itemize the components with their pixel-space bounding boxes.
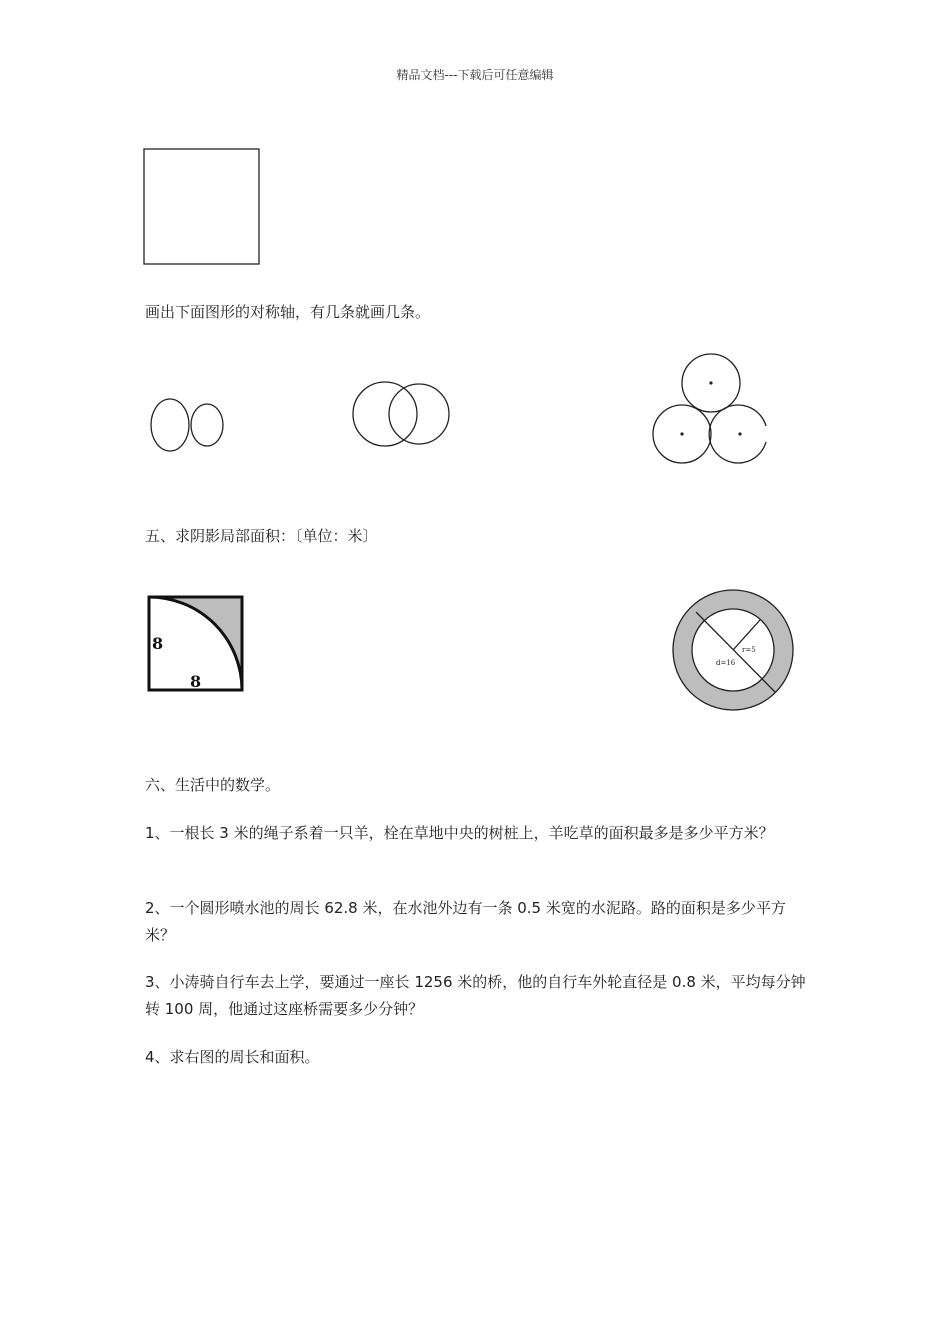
side-label-left: 8 (152, 634, 164, 653)
three-circles-figure (645, 348, 770, 470)
problem-1: 1、一根长 3 米的绳子系着一只羊，栓在草地中央的树桩上，羊吃草的面积最多是多少平方米？ (145, 824, 774, 842)
ring-shaded-figure (668, 588, 798, 718)
square-figure (140, 145, 265, 270)
quarter-circle-shaded-figure (144, 592, 249, 698)
overlapping-circles-figure (345, 375, 460, 455)
radius-label: r=5 (742, 646, 756, 654)
section6-title: 六、生活中的数学。 (145, 776, 281, 794)
two-ovals-figure (145, 392, 230, 460)
page-header: 精品文档---下载后可任意编辑 (396, 68, 554, 82)
section5-title: 五、求阴影局部面积：〔单位：米〕 (145, 527, 378, 545)
problem-4: 4、求右图的周长和面积。 (145, 1048, 320, 1066)
symmetry-instruction: 画出下面图形的对称轴，有几条就画几条。 (145, 303, 431, 321)
side-label-bottom: 8 (190, 672, 202, 691)
problem-2: 2、一个圆形喷水池的周长 62.8 米，在水池外边有一条 0.5 米宽的水泥路。路的面积是多少平方米？ (145, 899, 786, 944)
diameter-label: d=16 (716, 659, 736, 667)
problem-3: 3、小涛骑自行车去上学，要通过一座长 1256 米的桥，他的自行车外轮直径是 0.8 米，平均每分钟转 100 周，他通过这座桥需要多少分钟？ (145, 973, 806, 1018)
